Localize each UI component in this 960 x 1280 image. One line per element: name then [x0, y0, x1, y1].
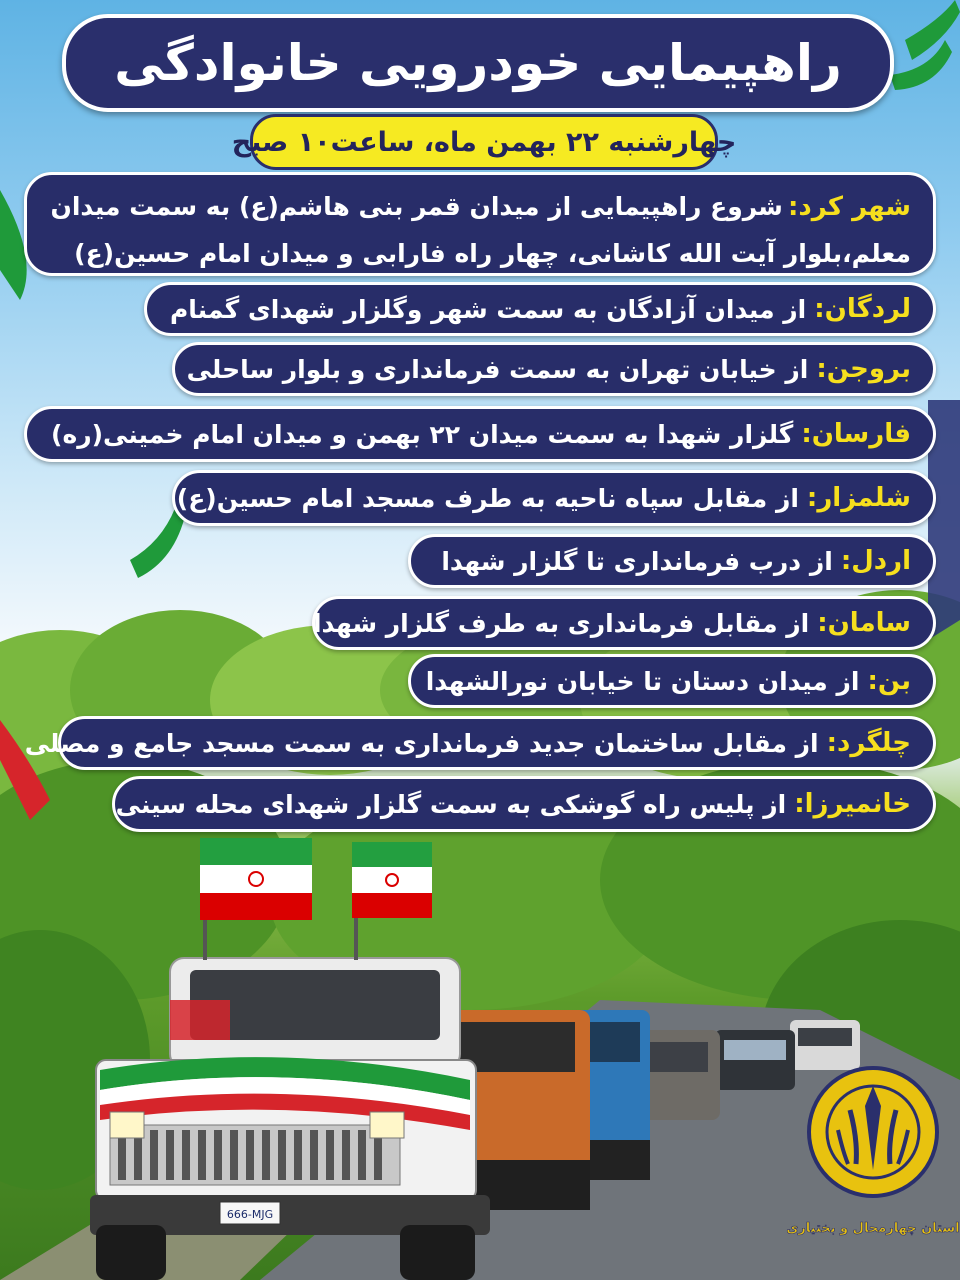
route-row-shahrekord [24, 172, 936, 276]
islamic-propagation-council-logo [786, 1060, 960, 1240]
poster-title: راهپیمایی خودرویی خانوادگی [114, 34, 842, 92]
city-name: شلمزار: [806, 483, 911, 513]
city-name: بروجن: [816, 354, 911, 384]
route-row-borujen [172, 342, 936, 396]
city-name: چلگرد: [826, 728, 911, 758]
route-text: از میدان آزادگان به سمت شهر وگلزار شهدای گمنام [169, 294, 807, 324]
route-row-ardal [408, 534, 936, 588]
route-text: از خیابان تهران به سمت فرمانداری و بلوار ساحلی [186, 354, 809, 384]
iran-flag-icon [200, 838, 312, 920]
route-row-khanmirza [112, 776, 936, 832]
route-text: از مقابل فرمانداری به طرف گلزار شهدا [312, 608, 810, 638]
date-time-text: چهارشنبه ۲۲ بهمن ماه، ساعت۱۰ صبح [231, 126, 737, 158]
title-banner [62, 14, 894, 112]
route-row-ben [408, 654, 936, 708]
license-plate: 666-MJG [226, 1208, 274, 1221]
city-name: شهر کرد: [788, 192, 911, 222]
route-text: شروع راهپیمایی از میدان قمر بنی هاشم(ع) به سمت میدان [50, 192, 783, 221]
city-name: فارسان: [801, 419, 911, 449]
date-banner [231, 114, 737, 170]
route-text: از درب فرمانداری تا گلزار شهدا [441, 546, 833, 576]
route-row-chelgerd [24, 716, 936, 770]
city-name: سامان: [817, 608, 911, 638]
route-text: از مقابل سپاه ناحیه به طرف مسجد امام حسین(ع) [176, 483, 799, 513]
route-text: گلزار شهدا به سمت میدان ۲۲ بهمن و میدان امام خمینی(ره) [51, 419, 794, 449]
main-truck [90, 958, 490, 1280]
route-row-saman [312, 596, 936, 650]
route-text-continued: معلم،بلوار آیت الله کاشانی، چهار راه فارابی و میدان امام حسین(ع) [74, 239, 911, 268]
distant-car [715, 1030, 795, 1090]
iran-flag-icon [352, 842, 432, 918]
route-text: از میدان دستان تا خیابان نورالشهدا [425, 666, 860, 696]
route-row-shalamzar [172, 470, 936, 526]
city-name: اردل: [840, 546, 911, 576]
city-name: بن: [867, 666, 911, 696]
city-name: خانمیرزا: [794, 789, 911, 819]
route-text: از مقابل ساختمان جدید فرمانداری به سمت مسجد جامع و مصلی [24, 728, 819, 758]
logo-province-text: استان چهارمحال و بختیاری [786, 1221, 960, 1236]
route-row-farsan [24, 406, 936, 462]
route-text: از پلیس راه گوشکی به سمت گلزار شهدای محله سینی [115, 789, 787, 819]
city-name: لردگان: [814, 294, 911, 324]
route-row-lordegan [144, 282, 936, 336]
